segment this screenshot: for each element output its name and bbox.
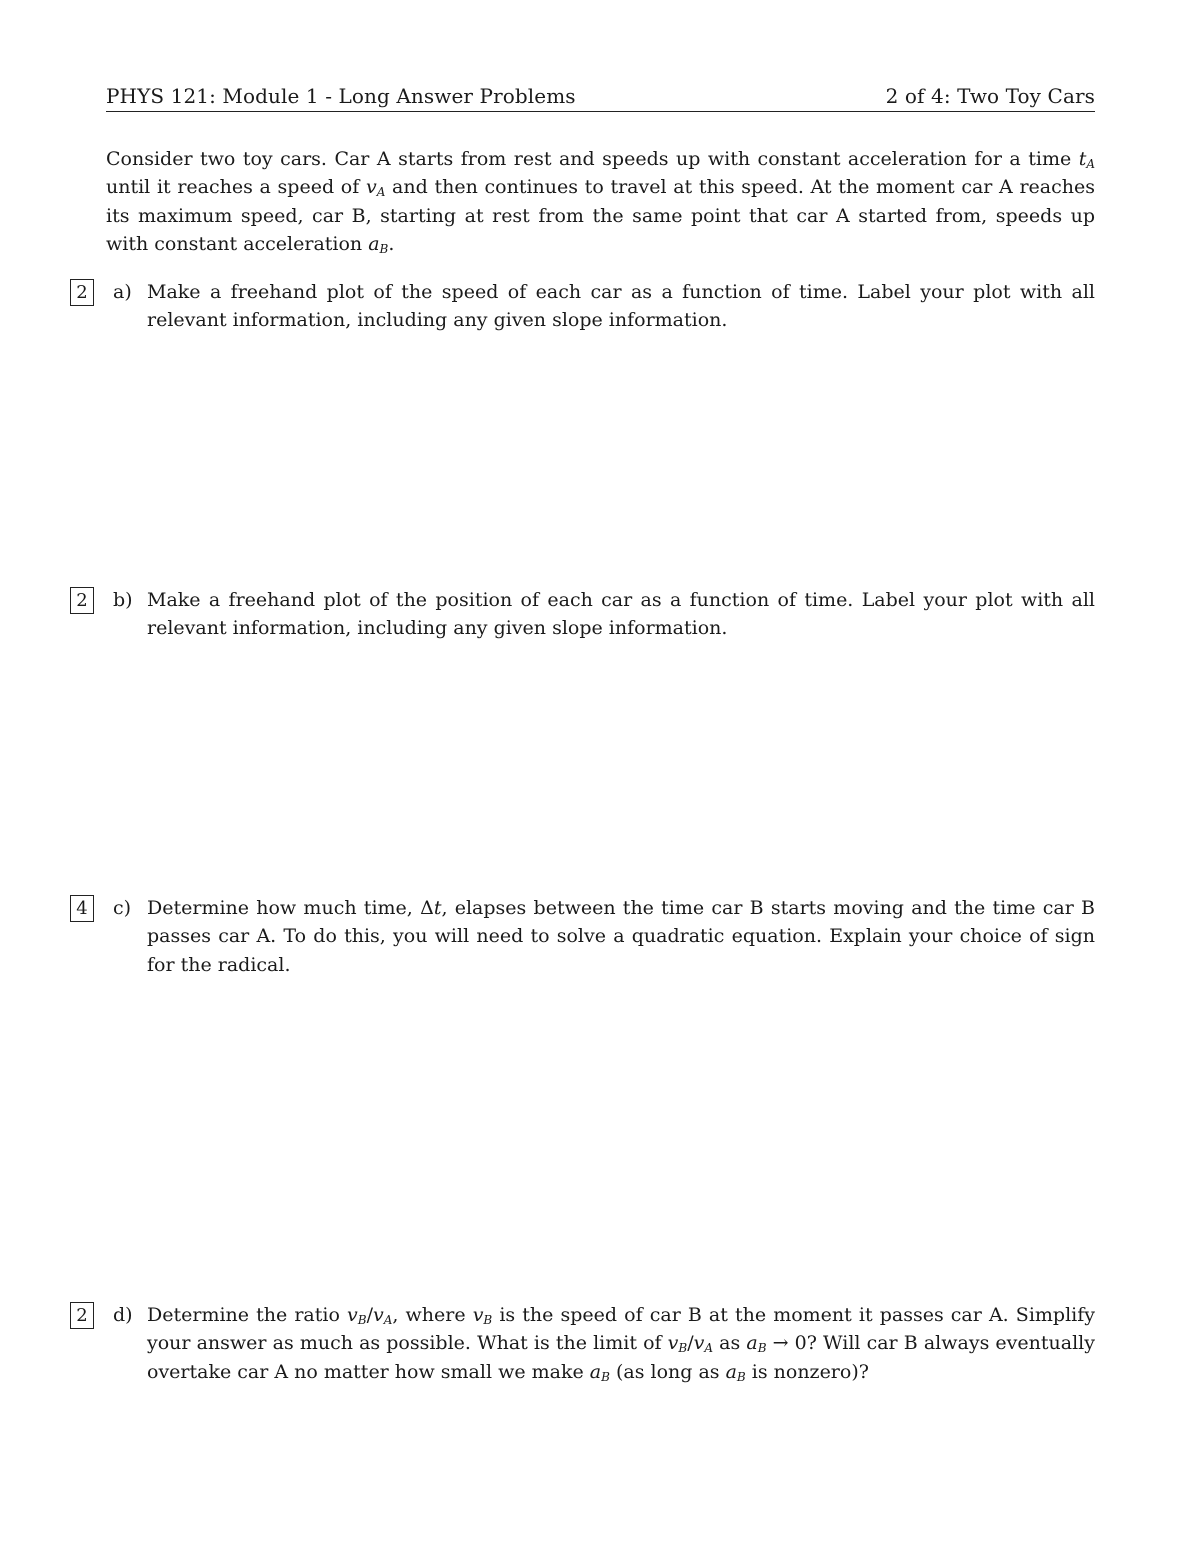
var-tA: $t_A$ — [1078, 148, 1095, 171]
points-box: 2 — [70, 587, 94, 614]
intro-text-1: Consider two toy cars. Car A starts from rest and speeds up with constant acceleration for a time — [106, 148, 1079, 170]
points-box: 2 — [70, 1302, 94, 1329]
points-box: 2 — [70, 279, 94, 306]
problem-text: Make a freehand plot of the position of each car as a function of time. Label your plot with all relevant information, including any given slope information. — [147, 589, 1095, 640]
var-delta-t: Δt — [420, 897, 442, 919]
intro-text-3: and then continues to travel at this speed. At the moment car A reaches its maximum speed, car B, starting at rest from the same point that car A started from, speeds up with constant acceleration — [106, 176, 1095, 255]
problem-label: c) — [113, 897, 132, 919]
page-header — [106, 84, 1095, 112]
problem-label: a) — [113, 281, 132, 303]
ratio-vB-vA: $v_B/v_A$ — [667, 1332, 714, 1356]
var-vA: $v_A$ — [365, 176, 386, 200]
intro-paragraph — [106, 145, 1095, 258]
ratio-vB-vA: $v_B/v_A$ — [347, 1304, 393, 1327]
var-aB: $a_B$ — [589, 1360, 610, 1384]
page-number-title: 2 of 4: Two Toy Cars — [885, 84, 1095, 108]
var-aB: $a_B$ — [725, 1360, 746, 1384]
problem-text: Make a freehand plot of the speed of each car as a function of time. Label your plot with all relevant information, including any given slope information. — [147, 281, 1095, 332]
intro-text-4: . — [388, 232, 395, 255]
problem-label: d) — [113, 1304, 133, 1326]
problem-text: Determine the ratio $v_B/v_A$, where $v_B$ is the speed of car B at the moment it passes car A. Simplify your answer as much as possible. What is the limit of $v_B/v_A$ as $a_B \to 0$? Will car B always eventually overtake car A no matter how small we make $a_B$ (as long as $a_B$ is nonzero)? — [147, 1304, 1095, 1384]
problem-label: b) — [113, 589, 133, 611]
course-title: PHYS 121: Module 1 - Long Answer Problems — [106, 84, 576, 108]
problem-text: Determine how much time, Δt, elapses between the time car B starts moving and the time car B passes car A. To do this, you will need to solve a quadratic equation. Explain your choice of sign for the radical. — [147, 897, 1096, 976]
var-aB: $a_B$ — [368, 232, 389, 256]
var-aB: $a_B$ — [746, 1332, 767, 1356]
points-box: 4 — [70, 895, 94, 922]
intro-text-2: until it reaches a speed of — [106, 176, 366, 199]
var-vB: $v_B$ — [472, 1304, 493, 1327]
